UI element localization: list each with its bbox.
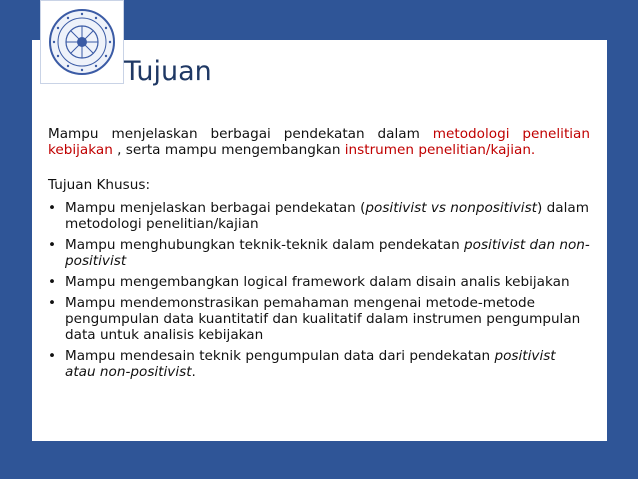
- bullet-icon: •: [48, 348, 57, 364]
- bullet-text: Mampu mengembangkan logical framework dalam disain analis kebijakan: [65, 274, 570, 290]
- intro-highlight-2: instrumen penelitian/kajian.: [344, 142, 536, 158]
- bullet-icon: •: [48, 200, 57, 216]
- list-item: [48, 295, 590, 343]
- specific-goals-label: Tujuan Khusus:: [48, 177, 151, 193]
- bullet-text: Mampu menjelaskan berbagai pendekatan (: [65, 200, 366, 216]
- goals-list: [48, 200, 590, 380]
- list-item: [48, 200, 590, 232]
- bullet-text-end: ) dalam metodologi penelitian/kajian: [65, 200, 589, 232]
- list-item: [48, 237, 590, 269]
- bullet-icon: •: [48, 237, 57, 253]
- bullet-icon: •: [48, 274, 57, 290]
- seal-graphic: [47, 7, 117, 77]
- intro-paragraph: [48, 126, 590, 158]
- university-seal-icon: [40, 0, 124, 84]
- intro-text-1: Mampu menjelaskan berbagai pendekatan dalam: [48, 126, 433, 142]
- intro-highlight-1: metodologi penelitian kebijakan: [48, 126, 590, 158]
- bullet-text-end: .: [191, 364, 196, 380]
- intro-text-2: , serta mampu mengembangkan: [112, 142, 345, 158]
- bullet-emphasis: positivist vs nonpositivist: [365, 200, 537, 216]
- bullet-emphasis: positivist dan non-positivist: [65, 237, 590, 269]
- bullet-emphasis: positivist atau non-positivist: [65, 348, 556, 380]
- bullet-text: Mampu menghubungkan teknik-teknik dalam pendekatan: [65, 237, 465, 253]
- bullet-text: Mampu mendesain teknik pengumpulan data dari pendekatan: [65, 348, 495, 364]
- list-item: [48, 348, 590, 380]
- bullet-text: Mampu mendemonstrasikan pemahaman mengenai metode-metode pengumpulan data kuantitatif dan kualitatif dalam instrumen pengumpulan data untuk analisis kebijakan: [65, 295, 581, 343]
- list-item: [48, 274, 590, 290]
- bullet-icon: •: [48, 295, 57, 311]
- slide-content: [48, 126, 590, 385]
- slide-title: Tujuan: [124, 56, 212, 87]
